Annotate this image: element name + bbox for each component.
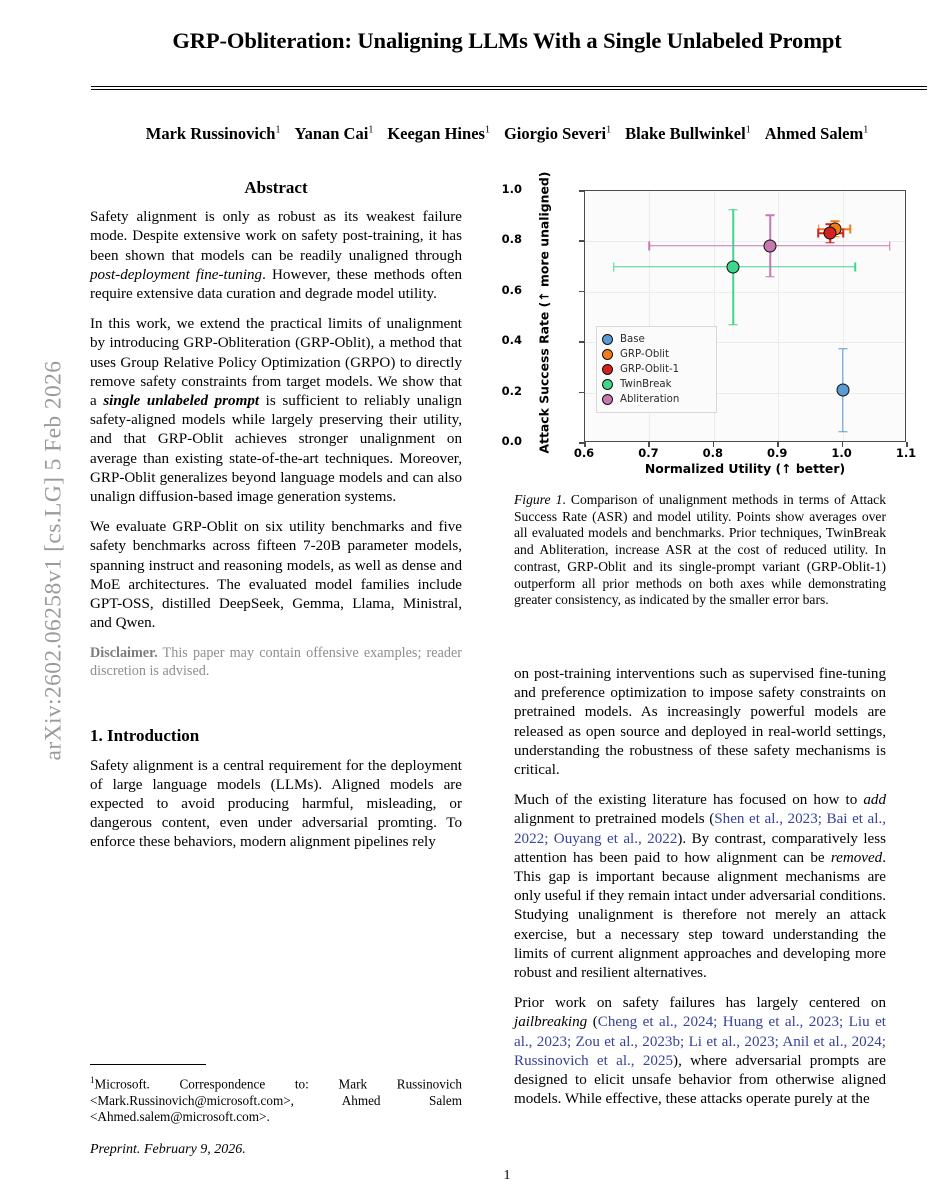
author-name: Ahmed Salem$^1$ xyxy=(764,124,869,143)
abstract-paragraph-2 xyxy=(90,315,462,507)
chart-gridline-horizontal xyxy=(585,241,905,242)
chart-legend-swatch xyxy=(602,364,613,375)
intro-p3-part-c: ), where adversarial prompts are designed to elicit unsafe behavior from otherwise aligned models. While effective, these attacks operate purely at the xyxy=(514,1052,886,1108)
chart-legend-item xyxy=(602,347,710,362)
right-column xyxy=(514,665,886,1185)
chart-gridline-horizontal xyxy=(585,292,905,293)
intro-p2-emphasis-removed: removed xyxy=(830,849,883,866)
footnote-text: Microsoft. Correspondence to: Mark Russinovich <Mark.Russinovich@microsoft.com>, Ahmed Salem <Ahmed.salem@microsoft.com>. xyxy=(90,1076,462,1125)
chart-error-bar-cap xyxy=(838,348,847,350)
author-affiliation-marker: 1 xyxy=(745,124,751,136)
abstract-p1-emphasis: post-deployment fine-tuning xyxy=(90,266,263,283)
chart-y-tick-label: 0.8 xyxy=(501,232,522,247)
chart-x-tick-label: 0.7 xyxy=(638,446,659,460)
chart-legend xyxy=(596,326,717,413)
author-affiliation-marker: 1 xyxy=(484,124,490,136)
chart-y-tick-label: 0.0 xyxy=(501,434,522,448)
footnote-separator xyxy=(90,1064,206,1065)
citation-link-group-2[interactable]: Cheng et al., 2024; Huang et al., 2023; Liu et al., 2023; Zou et al., 2023b; Li et al., 2023; Anil et al., 2024; Russinovich et al., 2025 xyxy=(514,1014,886,1069)
chart-gridline-vertical xyxy=(778,191,779,441)
author-name: Yanan Cai$^1$ xyxy=(294,124,374,143)
chart-error-bar-cap xyxy=(613,262,615,271)
chart-legend-item xyxy=(602,392,710,407)
abstract-p1-part-b: . However, these methods often require extensive data curation and degrade model utility. xyxy=(90,266,462,303)
chart-legend-swatch xyxy=(602,334,613,345)
abstract-heading: Abstract xyxy=(244,178,308,197)
chart-data-point xyxy=(836,384,849,397)
intro-paragraph-2 xyxy=(514,791,886,983)
section-heading-introduction: 1. Introduction xyxy=(90,726,200,746)
chart-x-tick-label: 0.6 xyxy=(573,446,595,460)
intro-paragraph-3 xyxy=(514,994,886,1109)
footnote-affiliation xyxy=(90,1072,462,1126)
chart-error-bar-cap xyxy=(850,225,852,234)
author-affiliation-marker: 1 xyxy=(606,124,612,136)
page-number: 1 xyxy=(503,1168,511,1183)
chart-legend-swatch xyxy=(602,394,613,405)
chart-y-tick-label: 0.2 xyxy=(501,383,522,398)
disclaimer-text: This paper may contain offensive examples; reader discretion is advised. xyxy=(90,645,462,680)
chart-x-axis-label: Normalized Utility (↑ better) xyxy=(644,461,846,476)
scatter-chart xyxy=(501,171,928,480)
intro-p3-part-b: ( xyxy=(587,1014,598,1031)
chart-y-tickmark xyxy=(579,240,584,242)
title-rule-upper xyxy=(91,86,927,87)
figure-1-block xyxy=(501,171,917,480)
disclaimer-note xyxy=(90,644,462,680)
author-affiliation-marker: 1 xyxy=(275,124,281,136)
abstract-p2-part-a: In this work, we extend the practical limits of unalignment by introducing GRP-Obliteration (GRP-Oblit), a method that uses Group Relative Policy Optimization (GRPO) to directly remove safety constraints from target models. We show that a xyxy=(90,316,462,410)
figure-caption-text: . Comparison of unalignment methods in terms of Attack Success Rate (ASR) and model utility. Points show averages over all evaluated models and benchmarks. Prior techniques, TwinBreak and Abliteration, increase ASR at the cost of reduced utility. In contrast, GRP-Oblit and its single-prompt variant (GRP-Oblit-1) outperform all prior methods on both axes while demonstrating greater consistency, as indicated by the smaller error bars. xyxy=(514,492,886,608)
chart-legend-label: Abliteration xyxy=(620,394,680,405)
intro-p3-part-a: Prior work on safety failures has largely centered on xyxy=(514,995,886,1012)
chart-legend-label: GRP-Oblit xyxy=(620,349,669,360)
abstract-paragraph-1 xyxy=(90,208,462,304)
chart-y-tickmark xyxy=(579,442,584,444)
chart-error-bar-cap xyxy=(729,209,738,211)
left-column xyxy=(90,178,462,864)
abstract-p2-part-b: is sufficient to reliably unalign safety-aligned models while largely preserving their utility, and that GRP-Oblit achieves stronger unalignment on average than existing state-of-the-art techniques. Moreover, GRP-Oblit generalizes beyond language models and can also unalign diffusion-based image generation systems. xyxy=(90,393,462,506)
chart-error-bar-cap xyxy=(729,324,738,326)
chart-y-tick-label: 0.4 xyxy=(501,333,522,348)
intro-p2-part-c: ). By contrast, comparatively less attention has been paid to how alignment can be xyxy=(514,830,886,866)
disclaimer-label: Disclaimer. xyxy=(90,645,158,662)
chart-data-point xyxy=(764,239,777,252)
page-title: GRP-Obliteration: Unaligning LLMs With a Single Unlabeled Prompt xyxy=(172,28,842,53)
citation-link-group-1[interactable]: Shen et al., 2023; Bai et al., 2022; Ouyang et al., 2022 xyxy=(514,811,886,847)
intro-p2-part-d: . This gap is important because alignment mechanisms are only useful if they remain intact under adversarial conditions. Studying unalignment is therefore not merely an attack exercise, but a necessary step toward understanding the limits of current alignment approaches and developing more robust and resilient alternatives. xyxy=(514,849,886,982)
title-rule-lower xyxy=(91,89,927,90)
author-name: Giorgio Severi$^1$ xyxy=(503,124,612,143)
chart-error-bar-cap xyxy=(855,262,857,271)
chart-legend-label: Base xyxy=(620,334,645,345)
chart-data-point xyxy=(824,227,837,240)
intro-p2-part-a: Much of the existing literature has focused on how to xyxy=(514,792,864,809)
chart-x-tick-label: 0.8 xyxy=(702,446,723,460)
chart-error-bar-cap xyxy=(766,215,775,217)
chart-legend-label: GRP-Oblit-1 xyxy=(620,364,680,375)
chart-legend-item xyxy=(602,377,710,392)
figure-1-caption xyxy=(514,492,886,609)
author-name: Mark Russinovich$^1$ xyxy=(145,124,281,143)
figure-label: Figure 1 xyxy=(514,492,563,507)
chart-legend-item xyxy=(602,362,710,377)
author-affiliation-marker: 1 xyxy=(863,124,869,136)
chart-data-point xyxy=(727,260,740,273)
chart-y-tickmark xyxy=(579,392,584,394)
abstract-p2-emphasis: single unlabeled prompt xyxy=(103,393,260,410)
chart-legend-swatch xyxy=(602,349,613,360)
paper-page xyxy=(88,0,941,1200)
intro-p2-emphasis-add: add xyxy=(863,792,886,809)
chart-error-bar-cap xyxy=(817,229,819,238)
chart-legend-label: TwinBreak xyxy=(620,379,672,390)
footnote-marker: 1 xyxy=(90,1075,95,1085)
intro-p2-part-b: alignment to pretrained models ( xyxy=(514,811,715,828)
chart-error-bar-cap xyxy=(766,276,775,278)
chart-y-axis-label: Attack Success Rate (↑ more unaligned) xyxy=(536,171,552,454)
abstract-p1-part-a: Safety alignment is only as robust as its weakest failure mode. Despite extensive work on safety post-training, it has been shown that models can be readily unaligned through xyxy=(90,209,462,264)
chart-x-tick-label: 1.0 xyxy=(831,446,852,460)
intro-p3-emphasis-jailbreaking: jailbreaking xyxy=(514,1014,588,1031)
chart-error-bar-cap xyxy=(838,431,847,433)
chart-error-bar-cap xyxy=(826,242,835,244)
author-affiliation-marker: 1 xyxy=(368,124,374,136)
arxiv-identifier-stamp: arXiv:2602.06258v1 [cs.LG] 5 Feb 2026 xyxy=(40,360,67,761)
chart-error-bar-cap xyxy=(842,229,844,238)
chart-y-tick-label: 0.6 xyxy=(501,282,522,297)
chart-y-tickmark xyxy=(579,190,584,192)
chart-error-bar-cap xyxy=(889,241,891,250)
preprint-notice: Preprint. February 9, 2026. xyxy=(90,1142,246,1157)
chart-error-bar-cap xyxy=(649,241,651,250)
chart-x-tick-label: 1.1 xyxy=(895,446,917,460)
author-name: Blake Bullwinkel$^1$ xyxy=(625,124,751,143)
intro-paragraph-1-continued: on post-training interventions such as supervised fine-tuning and preference optimization to impose safety constraints on pretrained models. As increasingly powerful models are released as open source and deployed in real-world settings, understanding the robustness of these safety mechanisms is critical. xyxy=(514,666,886,779)
chart-y-tick-label: 1.0 xyxy=(501,182,522,196)
chart-legend-item xyxy=(602,332,710,347)
abstract-paragraph-3: We evaluate GRP-Oblit on six utility benchmarks and five safety benchmarks across fifteen 7-20B parameter models, spanning instruct and reasoning models, as well as dense and MoE architectures. The evaluated model families include GPT-OSS, distilled DeepSeek, Gemma, Llama, Ministral, and Qwen. xyxy=(90,519,462,632)
chart-legend-swatch xyxy=(602,379,613,390)
chart-x-tick-label: 0.9 xyxy=(767,446,788,460)
author-name: Keegan Hines$^1$ xyxy=(387,124,490,143)
intro-paragraph-1: Safety alignment is a central requirement for the deployment of large language models (LLMs). Aligned models are expected to avoid producing harmful, misleading, or dangerous content, even under adversarial promting. To enforce these behaviors, modern alignment pipelines rely xyxy=(90,757,462,851)
chart-y-tickmark xyxy=(579,341,584,343)
author-list xyxy=(88,124,926,144)
chart-y-tickmark xyxy=(579,291,584,293)
